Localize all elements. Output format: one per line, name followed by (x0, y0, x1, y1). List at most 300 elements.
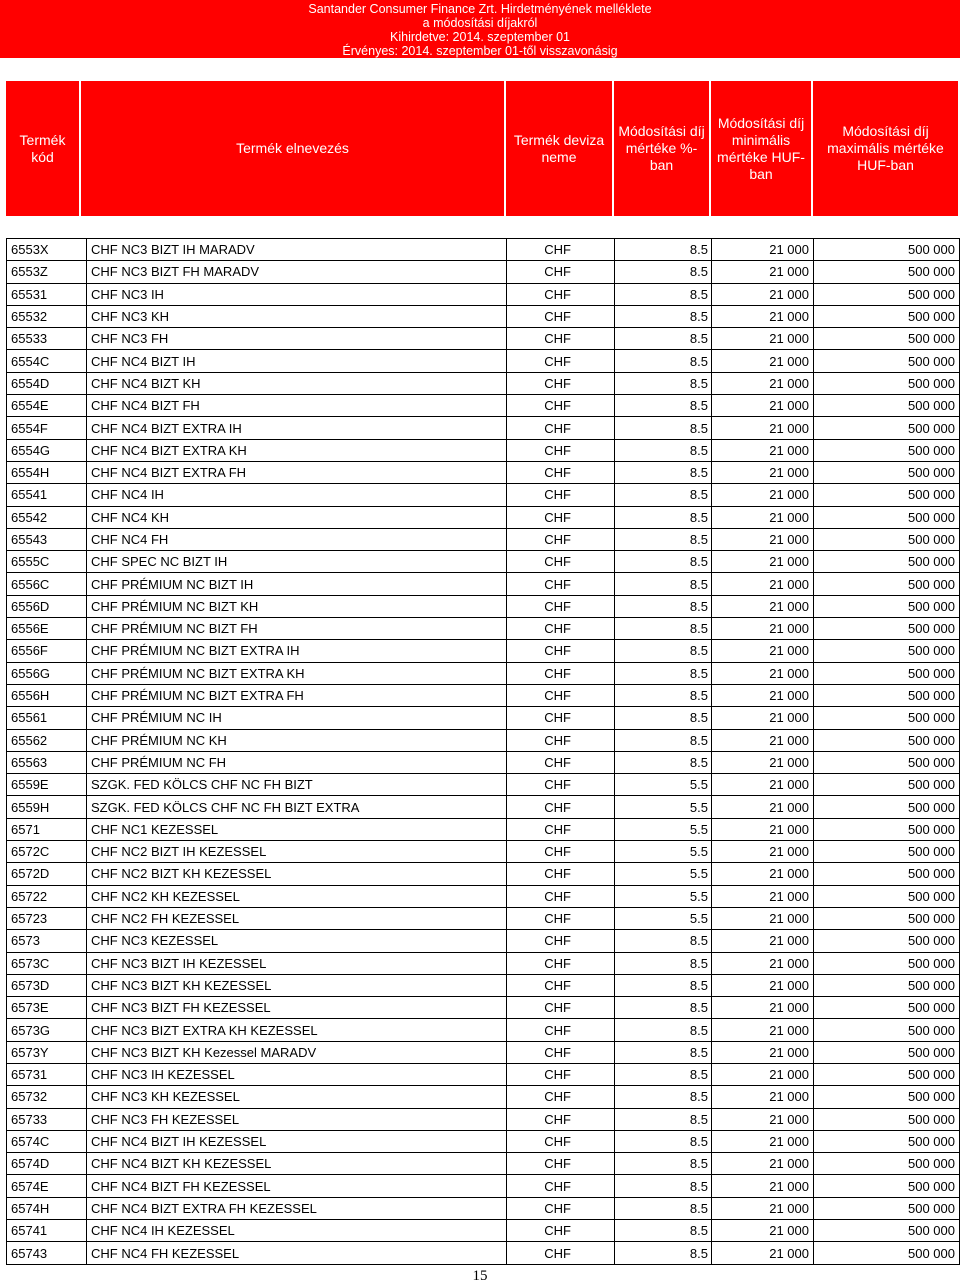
cell-fee-max: 500 000 (814, 863, 960, 885)
cell-currency: CHF (507, 283, 615, 305)
table-row (7, 417, 960, 439)
cell-fee-percent: 8.5 (615, 283, 712, 305)
cell-currency: CHF (507, 997, 615, 1019)
cell-product-name: CHF NC4 BIZT IH KEZESSEL (87, 1130, 507, 1152)
cell-fee-max: 500 000 (814, 729, 960, 751)
cell-product-name: CHF NC3 KH KEZESSEL (87, 1086, 507, 1108)
cell-product-name: CHF NC4 IH (87, 484, 507, 506)
cell-fee-percent: 8.5 (615, 506, 712, 528)
fee-table (6, 238, 960, 1265)
cell-product-name: CHF NC4 KH (87, 506, 507, 528)
cell-product-name: CHF NC2 BIZT IH KEZESSEL (87, 841, 507, 863)
cell-product-name: CHF NC4 BIZT EXTRA FH KEZESSEL (87, 1197, 507, 1219)
cell-currency: CHF (507, 1197, 615, 1219)
cell-fee-min: 21 000 (712, 283, 814, 305)
cell-fee-min: 21 000 (712, 841, 814, 863)
cell-fee-min: 21 000 (712, 997, 814, 1019)
cell-product-name: CHF NC4 BIZT IH (87, 350, 507, 372)
column-header-fee-max: Módosítási díj maximális mértéke HUF-ban (827, 123, 944, 173)
cell-fee-max: 500 000 (814, 595, 960, 617)
cell-fee-percent: 8.5 (615, 239, 712, 261)
header-line-company: Santander Consumer Finance Zrt. Hirdetményének melléklete (308, 2, 652, 16)
cell-product-code: 65741 (7, 1220, 87, 1242)
cell-fee-min: 21 000 (712, 774, 814, 796)
cell-fee-percent: 8.5 (615, 350, 712, 372)
cell-product-name: CHF PRÉMIUM NC BIZT FH (87, 618, 507, 640)
table-row (7, 595, 960, 617)
table-row (7, 1063, 960, 1085)
cell-fee-percent: 8.5 (615, 461, 712, 483)
cell-product-name: CHF NC2 BIZT KH KEZESSEL (87, 863, 507, 885)
cell-fee-max: 500 000 (814, 640, 960, 662)
cell-fee-min: 21 000 (712, 595, 814, 617)
cell-product-code: 6574C (7, 1130, 87, 1152)
cell-fee-max: 500 000 (814, 439, 960, 461)
cell-fee-max: 500 000 (814, 239, 960, 261)
cell-product-code: 65723 (7, 907, 87, 929)
cell-product-name: CHF NC3 FH KEZESSEL (87, 1108, 507, 1130)
cell-currency: CHF (507, 930, 615, 952)
cell-product-code: 6573E (7, 997, 87, 1019)
cell-product-code: 6573D (7, 974, 87, 996)
cell-product-code: 65561 (7, 707, 87, 729)
table-row (7, 239, 960, 261)
cell-product-code: 6573 (7, 930, 87, 952)
page-number: 15 (472, 1268, 488, 1284)
table-row (7, 952, 960, 974)
cell-currency: CHF (507, 863, 615, 885)
cell-fee-max: 500 000 (814, 551, 960, 573)
cell-fee-min: 21 000 (712, 662, 814, 684)
cell-fee-percent: 8.5 (615, 684, 712, 706)
cell-fee-percent: 8.5 (615, 439, 712, 461)
cell-product-code: 6554E (7, 395, 87, 417)
cell-currency: CHF (507, 528, 615, 550)
table-row (7, 283, 960, 305)
cell-product-name: CHF NC3 IH KEZESSEL (87, 1063, 507, 1085)
cell-product-code: 65731 (7, 1063, 87, 1085)
cell-fee-percent: 8.5 (615, 328, 712, 350)
cell-fee-percent: 8.5 (615, 551, 712, 573)
cell-fee-min: 21 000 (712, 1242, 814, 1264)
cell-product-code: 65563 (7, 751, 87, 773)
cell-fee-percent: 5.5 (615, 885, 712, 907)
cell-fee-min: 21 000 (712, 707, 814, 729)
cell-fee-max: 500 000 (814, 618, 960, 640)
cell-currency: CHF (507, 729, 615, 751)
cell-product-name: CHF NC3 FH (87, 328, 507, 350)
cell-fee-min: 21 000 (712, 1197, 814, 1219)
cell-fee-max: 500 000 (814, 1019, 960, 1041)
cell-fee-max: 500 000 (814, 841, 960, 863)
column-header-currency: Termék deviza neme (506, 81, 614, 216)
cell-fee-min: 21 000 (712, 372, 814, 394)
cell-fee-min: 21 000 (712, 261, 814, 283)
cell-product-name: CHF NC3 IH (87, 283, 507, 305)
cell-currency: CHF (507, 305, 615, 327)
cell-product-code: 65542 (7, 506, 87, 528)
cell-product-name: SZGK. FED KÖLCS CHF NC FH BIZT (87, 774, 507, 796)
cell-product-code: 65543 (7, 528, 87, 550)
cell-fee-min: 21 000 (712, 885, 814, 907)
cell-product-name: CHF NC4 BIZT FH KEZESSEL (87, 1175, 507, 1197)
cell-currency: CHF (507, 818, 615, 840)
cell-product-name: CHF NC4 BIZT FH (87, 395, 507, 417)
column-header-fee-percent: Módosítási díj mértéke %-ban (614, 81, 711, 216)
column-header-product-code: Termék kód (6, 81, 81, 216)
cell-fee-percent: 5.5 (615, 907, 712, 929)
table-row (7, 1041, 960, 1063)
cell-fee-min: 21 000 (712, 439, 814, 461)
document-header-banner (0, 0, 960, 58)
cell-currency: CHF (507, 239, 615, 261)
cell-fee-max: 500 000 (814, 484, 960, 506)
table-row (7, 328, 960, 350)
table-row (7, 439, 960, 461)
table-row (7, 707, 960, 729)
cell-fee-min: 21 000 (712, 484, 814, 506)
cell-product-name: CHF NC4 BIZT KH (87, 372, 507, 394)
table-row (7, 305, 960, 327)
table-row (7, 907, 960, 929)
cell-fee-min: 21 000 (712, 395, 814, 417)
cell-fee-percent: 8.5 (615, 1041, 712, 1063)
cell-currency: CHF (507, 1175, 615, 1197)
cell-product-code: 6554G (7, 439, 87, 461)
cell-product-code: 6556D (7, 595, 87, 617)
cell-fee-max: 500 000 (814, 1063, 960, 1085)
cell-currency: CHF (507, 907, 615, 929)
cell-product-name: CHF NC4 FH (87, 528, 507, 550)
table-row (7, 1220, 960, 1242)
table-row (7, 684, 960, 706)
cell-fee-max: 500 000 (814, 1220, 960, 1242)
cell-currency: CHF (507, 506, 615, 528)
cell-fee-percent: 8.5 (615, 417, 712, 439)
cell-fee-min: 21 000 (712, 1041, 814, 1063)
column-header-product-name: Termék elnevezés (81, 81, 506, 216)
table-row (7, 818, 960, 840)
table-row (7, 551, 960, 573)
cell-fee-percent: 8.5 (615, 618, 712, 640)
cell-fee-min: 21 000 (712, 818, 814, 840)
cell-fee-min: 21 000 (712, 751, 814, 773)
cell-product-code: 65541 (7, 484, 87, 506)
table-row (7, 974, 960, 996)
cell-fee-percent: 5.5 (615, 774, 712, 796)
cell-fee-percent: 8.5 (615, 640, 712, 662)
cell-currency: CHF (507, 774, 615, 796)
cell-product-name: CHF PRÉMIUM NC IH (87, 707, 507, 729)
table-row (7, 1242, 960, 1264)
cell-product-code: 6555C (7, 551, 87, 573)
cell-product-code: 6553Z (7, 261, 87, 283)
cell-fee-min: 21 000 (712, 239, 814, 261)
header-line-valid: Érvényes: 2014. szeptember 01-től visszavonásig (342, 44, 618, 58)
cell-fee-min: 21 000 (712, 551, 814, 573)
cell-fee-min: 21 000 (712, 796, 814, 818)
cell-fee-min: 21 000 (712, 729, 814, 751)
table-column-header (6, 81, 958, 216)
cell-currency: CHF (507, 1041, 615, 1063)
cell-product-code: 6554H (7, 461, 87, 483)
cell-product-name: CHF NC3 BIZT IH MARADV (87, 239, 507, 261)
cell-product-name: CHF NC4 IH KEZESSEL (87, 1220, 507, 1242)
cell-product-code: 6556H (7, 684, 87, 706)
cell-fee-max: 500 000 (814, 283, 960, 305)
cell-product-code: 65743 (7, 1242, 87, 1264)
cell-fee-min: 21 000 (712, 350, 814, 372)
cell-currency: CHF (507, 684, 615, 706)
table-row (7, 930, 960, 952)
cell-fee-min: 21 000 (712, 1175, 814, 1197)
cell-fee-max: 500 000 (814, 573, 960, 595)
cell-product-code: 6572D (7, 863, 87, 885)
cell-product-name: CHF NC1 KEZESSEL (87, 818, 507, 840)
cell-fee-max: 500 000 (814, 328, 960, 350)
cell-fee-max: 500 000 (814, 528, 960, 550)
table-row (7, 1153, 960, 1175)
table-row (7, 528, 960, 550)
cell-fee-percent: 8.5 (615, 305, 712, 327)
cell-fee-max: 500 000 (814, 974, 960, 996)
cell-product-name: CHF PRÉMIUM NC FH (87, 751, 507, 773)
cell-currency: CHF (507, 974, 615, 996)
cell-fee-percent: 8.5 (615, 751, 712, 773)
cell-fee-max: 500 000 (814, 907, 960, 929)
cell-fee-min: 21 000 (712, 952, 814, 974)
cell-fee-max: 500 000 (814, 1197, 960, 1219)
cell-product-name: CHF NC3 BIZT IH KEZESSEL (87, 952, 507, 974)
cell-fee-max: 500 000 (814, 952, 960, 974)
table-row (7, 1175, 960, 1197)
cell-product-code: 65732 (7, 1086, 87, 1108)
cell-fee-min: 21 000 (712, 1130, 814, 1152)
cell-product-code: 65733 (7, 1108, 87, 1130)
cell-fee-max: 500 000 (814, 1175, 960, 1197)
cell-product-name: CHF PRÉMIUM NC BIZT EXTRA FH (87, 684, 507, 706)
cell-fee-percent: 8.5 (615, 528, 712, 550)
cell-product-code: 6556C (7, 573, 87, 595)
cell-fee-percent: 8.5 (615, 952, 712, 974)
cell-fee-percent: 8.5 (615, 1019, 712, 1041)
cell-currency: CHF (507, 261, 615, 283)
cell-fee-percent: 8.5 (615, 729, 712, 751)
cell-fee-percent: 8.5 (615, 1063, 712, 1085)
cell-fee-min: 21 000 (712, 618, 814, 640)
cell-fee-percent: 8.5 (615, 1197, 712, 1219)
cell-product-code: 65562 (7, 729, 87, 751)
cell-fee-max: 500 000 (814, 372, 960, 394)
cell-fee-min: 21 000 (712, 1153, 814, 1175)
table-row (7, 1197, 960, 1219)
cell-currency: CHF (507, 439, 615, 461)
cell-fee-min: 21 000 (712, 461, 814, 483)
cell-fee-min: 21 000 (712, 528, 814, 550)
cell-currency: CHF (507, 952, 615, 974)
cell-product-name: CHF NC3 KEZESSEL (87, 930, 507, 952)
cell-product-name: CHF NC4 BIZT EXTRA IH (87, 417, 507, 439)
cell-currency: CHF (507, 1019, 615, 1041)
header-line-subject: a módosítási díjakról (422, 16, 538, 30)
cell-currency: CHF (507, 461, 615, 483)
cell-fee-percent: 8.5 (615, 662, 712, 684)
cell-product-name: SZGK. FED KÖLCS CHF NC FH BIZT EXTRA (87, 796, 507, 818)
cell-fee-max: 500 000 (814, 930, 960, 952)
cell-currency: CHF (507, 417, 615, 439)
cell-fee-max: 500 000 (814, 350, 960, 372)
cell-fee-min: 21 000 (712, 1086, 814, 1108)
cell-currency: CHF (507, 1063, 615, 1085)
cell-currency: CHF (507, 1153, 615, 1175)
cell-product-name: CHF NC2 KH KEZESSEL (87, 885, 507, 907)
cell-currency: CHF (507, 640, 615, 662)
cell-fee-max: 500 000 (814, 1242, 960, 1264)
cell-product-code: 65531 (7, 283, 87, 305)
table-row (7, 573, 960, 595)
cell-product-code: 65532 (7, 305, 87, 327)
cell-currency: CHF (507, 707, 615, 729)
cell-fee-min: 21 000 (712, 506, 814, 528)
cell-product-code: 6572C (7, 841, 87, 863)
cell-product-code: 6559E (7, 774, 87, 796)
cell-fee-max: 500 000 (814, 774, 960, 796)
cell-fee-max: 500 000 (814, 818, 960, 840)
cell-currency: CHF (507, 751, 615, 773)
cell-fee-max: 500 000 (814, 751, 960, 773)
cell-fee-percent: 5.5 (615, 818, 712, 840)
cell-fee-percent: 8.5 (615, 395, 712, 417)
cell-product-code: 6573C (7, 952, 87, 974)
cell-fee-max: 500 000 (814, 707, 960, 729)
table-row (7, 461, 960, 483)
cell-fee-min: 21 000 (712, 684, 814, 706)
table-row (7, 841, 960, 863)
table-row (7, 350, 960, 372)
cell-product-code: 6556F (7, 640, 87, 662)
cell-fee-max: 500 000 (814, 305, 960, 327)
cell-product-code: 6554C (7, 350, 87, 372)
cell-fee-percent: 8.5 (615, 595, 712, 617)
table-row (7, 751, 960, 773)
table-row (7, 796, 960, 818)
cell-product-name: CHF NC4 BIZT EXTRA KH (87, 439, 507, 461)
cell-fee-min: 21 000 (712, 417, 814, 439)
cell-fee-max: 500 000 (814, 1041, 960, 1063)
cell-fee-min: 21 000 (712, 573, 814, 595)
header-line-published: Kihirdetve: 2014. szeptember 01 (390, 30, 570, 44)
cell-fee-max: 500 000 (814, 395, 960, 417)
cell-fee-max: 500 000 (814, 1130, 960, 1152)
cell-currency: CHF (507, 1086, 615, 1108)
cell-fee-percent: 8.5 (615, 573, 712, 595)
table-row (7, 1108, 960, 1130)
cell-fee-min: 21 000 (712, 305, 814, 327)
cell-product-name: CHF PRÉMIUM NC BIZT IH (87, 573, 507, 595)
cell-fee-min: 21 000 (712, 1220, 814, 1242)
table-row (7, 1086, 960, 1108)
cell-fee-min: 21 000 (712, 1108, 814, 1130)
cell-fee-min: 21 000 (712, 907, 814, 929)
cell-fee-percent: 8.5 (615, 1086, 712, 1108)
cell-fee-percent: 8.5 (615, 1175, 712, 1197)
cell-fee-percent: 5.5 (615, 863, 712, 885)
cell-fee-min: 21 000 (712, 974, 814, 996)
cell-fee-percent: 8.5 (615, 707, 712, 729)
cell-currency: CHF (507, 885, 615, 907)
table-row (7, 395, 960, 417)
cell-product-code: 6571 (7, 818, 87, 840)
cell-currency: CHF (507, 1220, 615, 1242)
cell-product-name: CHF NC2 FH KEZESSEL (87, 907, 507, 929)
table-row (7, 1019, 960, 1041)
cell-product-code: 6574D (7, 1153, 87, 1175)
cell-fee-max: 500 000 (814, 662, 960, 684)
cell-currency: CHF (507, 328, 615, 350)
cell-fee-percent: 8.5 (615, 261, 712, 283)
table-row (7, 640, 960, 662)
cell-fee-percent: 8.5 (615, 372, 712, 394)
cell-product-code: 6556G (7, 662, 87, 684)
table-row (7, 774, 960, 796)
cell-currency: CHF (507, 662, 615, 684)
cell-product-code: 6559H (7, 796, 87, 818)
table-row (7, 484, 960, 506)
cell-fee-percent: 8.5 (615, 484, 712, 506)
cell-fee-max: 500 000 (814, 506, 960, 528)
cell-fee-max: 500 000 (814, 885, 960, 907)
table-row (7, 1130, 960, 1152)
cell-fee-percent: 5.5 (615, 841, 712, 863)
cell-product-code: 6574E (7, 1175, 87, 1197)
cell-product-name: CHF PRÉMIUM NC KH (87, 729, 507, 751)
cell-product-code: 6574H (7, 1197, 87, 1219)
cell-currency: CHF (507, 841, 615, 863)
cell-currency: CHF (507, 618, 615, 640)
cell-fee-max: 500 000 (814, 1153, 960, 1175)
cell-fee-percent: 8.5 (615, 974, 712, 996)
cell-fee-max: 500 000 (814, 796, 960, 818)
cell-fee-percent: 8.5 (615, 1108, 712, 1130)
cell-currency: CHF (507, 796, 615, 818)
cell-product-code: 6573G (7, 1019, 87, 1041)
cell-fee-max: 500 000 (814, 461, 960, 483)
table-row (7, 997, 960, 1019)
cell-product-name: CHF PRÉMIUM NC BIZT EXTRA IH (87, 640, 507, 662)
cell-fee-max: 500 000 (814, 261, 960, 283)
cell-currency: CHF (507, 395, 615, 417)
cell-product-name: CHF NC4 BIZT KH KEZESSEL (87, 1153, 507, 1175)
cell-product-code: 6556E (7, 618, 87, 640)
cell-currency: CHF (507, 595, 615, 617)
cell-fee-percent: 8.5 (615, 997, 712, 1019)
cell-fee-min: 21 000 (712, 1063, 814, 1085)
cell-fee-min: 21 000 (712, 328, 814, 350)
cell-fee-max: 500 000 (814, 1086, 960, 1108)
cell-product-code: 6554F (7, 417, 87, 439)
cell-currency: CHF (507, 1130, 615, 1152)
cell-fee-percent: 8.5 (615, 1153, 712, 1175)
cell-product-name: CHF NC3 KH (87, 305, 507, 327)
cell-product-name: CHF PRÉMIUM NC BIZT EXTRA KH (87, 662, 507, 684)
cell-product-code: 6554D (7, 372, 87, 394)
cell-currency: CHF (507, 573, 615, 595)
cell-product-name: CHF NC4 FH KEZESSEL (87, 1242, 507, 1264)
cell-product-name: CHF NC3 BIZT KH Kezessel MARADV (87, 1041, 507, 1063)
cell-product-code: 6573Y (7, 1041, 87, 1063)
table-row (7, 261, 960, 283)
cell-product-name: CHF PRÉMIUM NC BIZT KH (87, 595, 507, 617)
